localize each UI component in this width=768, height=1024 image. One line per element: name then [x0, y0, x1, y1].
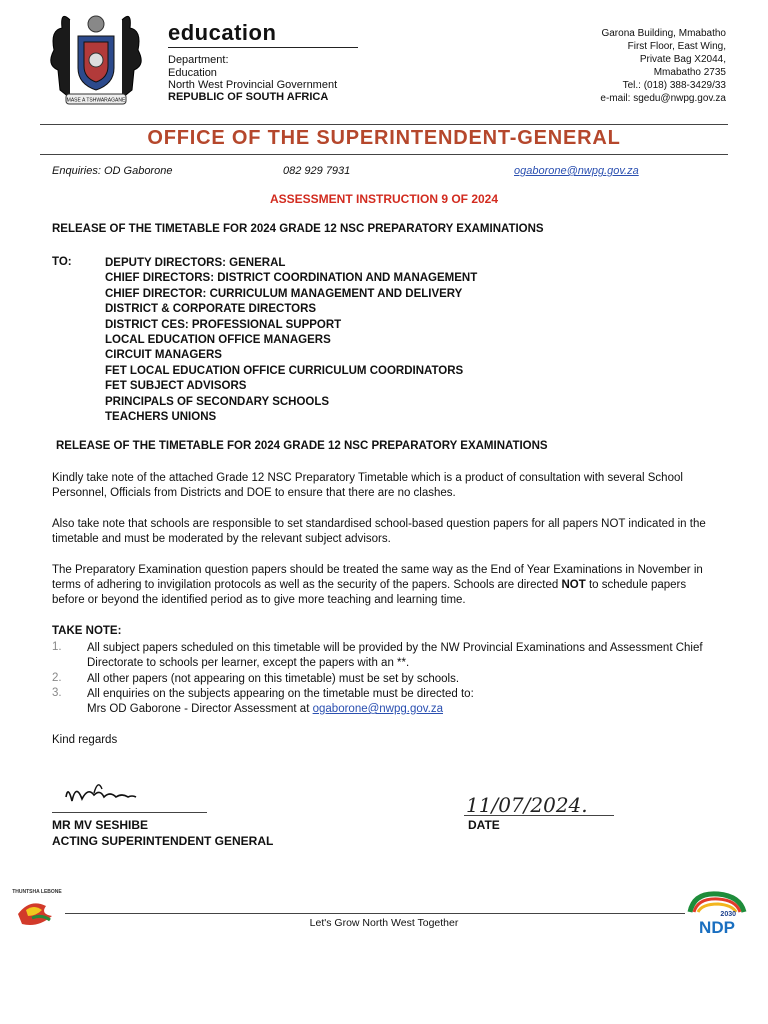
office-title: OFFICE OF THE SUPERINTENDENT-GENERAL	[147, 127, 621, 149]
handwritten-date-text: 11/07/2024.	[466, 793, 588, 817]
signatory-name: MR MV SESHIBE	[52, 818, 149, 832]
note-contact-text: Mrs OD Gaborone - Director Assessment at	[87, 703, 313, 715]
note-item-2: All other papers (not appearing on this timetable) must be set by schools.	[87, 673, 460, 685]
subject-heading-repeat: RELEASE OF THE TIMETABLE FOR 2024 GRADE 12 NSC PREPARATORY EXAMINATIONS	[56, 440, 548, 452]
note-contact-email-link[interactable]: ogaborone@nwpg.gov.za	[312, 703, 443, 715]
recipient-item: CIRCUIT MANAGERS	[105, 349, 222, 362]
note-number-3: 3.	[52, 687, 62, 699]
recipient-list	[105, 256, 477, 425]
left-logo-text: THUNTSHA LEBONE	[12, 889, 62, 895]
department-line-1: Department:	[168, 54, 229, 66]
enquiries-phone: 082 929 7931	[283, 165, 351, 177]
coat-of-arms-logo	[40, 10, 152, 110]
recipient-item: DEPUTY DIRECTORS: GENERAL	[105, 257, 286, 269]
signature-image	[60, 775, 170, 811]
paragraph-school-based-papers: Also take note that schools are responsible to set standardised school-based question papers for all papers NOT indicated in the timetable and must be moderated by the relevant subject advisors.	[52, 518, 706, 545]
paragraph-security-part1: The Preparatory Examination question papers should be treated the same way as the End of Year Examinations in November in terms of adhering to invigilation protocols as well as the security of the papers. Schools are directed	[52, 564, 703, 591]
instruction-title: ASSESSMENT INSTRUCTION 9 OF 2024	[269, 192, 499, 206]
ndp-year: 2030	[720, 911, 736, 918]
date-label: DATE	[468, 818, 500, 832]
address-line-3: Private Bag X2044,	[639, 54, 726, 65]
address-line-1: Garona Building, Mmabatho	[601, 28, 726, 39]
recipient-item: TEACHERS UNIONS	[105, 411, 217, 424]
note-item-3: All enquiries on the subjects appearing on the timetable must be directed to:	[87, 688, 474, 700]
paragraph-security-not: NOT	[561, 579, 586, 591]
header-divider-top	[40, 124, 728, 125]
recipient-item: FET LOCAL EDUCATION OFFICE CURRICULUM COORDINATORS	[105, 364, 464, 377]
footer-slogan: Let's Grow North West Together	[309, 917, 459, 929]
subject-heading: RELEASE OF THE TIMETABLE FOR 2024 GRADE 12 NSC PREPARATORY EXAMINATIONS	[52, 223, 544, 235]
recipient-item: LOCAL EDUCATION OFFICE MANAGERS	[105, 334, 331, 347]
address-line-4: Mmabatho 2735	[653, 67, 726, 78]
closing-regards: Kind regards	[52, 734, 118, 746]
header-divider-bottom	[40, 154, 728, 155]
note-item-1: All subject papers scheduled on this timetable will be provided by the NW Provincial Examinations and Assessment Chief Directorate to schools per learner, except the papers with an **.	[87, 642, 703, 669]
recipient-item: DISTRICT & CORPORATE DIRECTORS	[105, 303, 317, 316]
note-item-3-contact	[87, 702, 717, 717]
enquiries-email-link[interactable]: ogaborone@nwpg.gov.za	[514, 165, 639, 177]
recipient-item: PRINCIPALS OF SECONDARY SCHOOLS	[105, 395, 330, 408]
department-line-2: Education	[168, 67, 217, 79]
note-number-2: 2.	[52, 672, 62, 684]
signatory-title: ACTING SUPERINTENDENT GENERAL	[52, 834, 274, 848]
ndp-2030-logo	[684, 886, 750, 940]
paragraph-security	[52, 563, 712, 608]
signature-line	[52, 812, 207, 813]
address-email: e-mail: sgedu@nwpg.gov.za	[600, 93, 726, 104]
recipient-item: DISTRICT CES: PROFESSIONAL SUPPORT	[105, 318, 342, 331]
department-country: REPUBLIC OF SOUTH AFRICA	[168, 91, 329, 103]
to-label: TO:	[52, 256, 72, 268]
take-note-heading: TAKE NOTE:	[52, 625, 122, 637]
paragraph-security-part2: to schedule papers before or beyond the identified period as to give more teaching and learning time.	[52, 579, 687, 606]
date-line	[464, 815, 614, 816]
handwritten-date	[464, 788, 614, 818]
department-title-underline	[168, 47, 358, 48]
paragraph-consultation: Kindly take note of the attached Grade 12 NSC Preparatory Timetable which is a product of consultation with several School Personnel, Officials from Districts and DOE to ensure that there are no clashes.	[52, 472, 683, 499]
coat-motto: MASE A TSHWARAGANE	[66, 97, 126, 104]
recipient-item: CHIEF DIRECTORS: DISTRICT COORDINATION AND MANAGEMENT	[105, 272, 478, 285]
address-phone: Tel.: (018) 388-3429/33	[622, 80, 726, 91]
recipient-item: FET SUBJECT ADVISORS	[105, 380, 247, 393]
address-line-2: First Floor, East Wing,	[627, 41, 726, 52]
ndp-text: NDP	[699, 918, 735, 937]
footer-divider	[65, 913, 685, 914]
department-line-3: North West Provincial Government	[168, 79, 338, 91]
note-number-1: 1.	[52, 641, 62, 653]
department-title: education	[168, 20, 277, 45]
enquiries-label: Enquiries: OD Gaborone	[52, 165, 173, 177]
recipient-item: CHIEF DIRECTOR: CURRICULUM MANAGEMENT AND DELIVERY	[105, 287, 463, 300]
